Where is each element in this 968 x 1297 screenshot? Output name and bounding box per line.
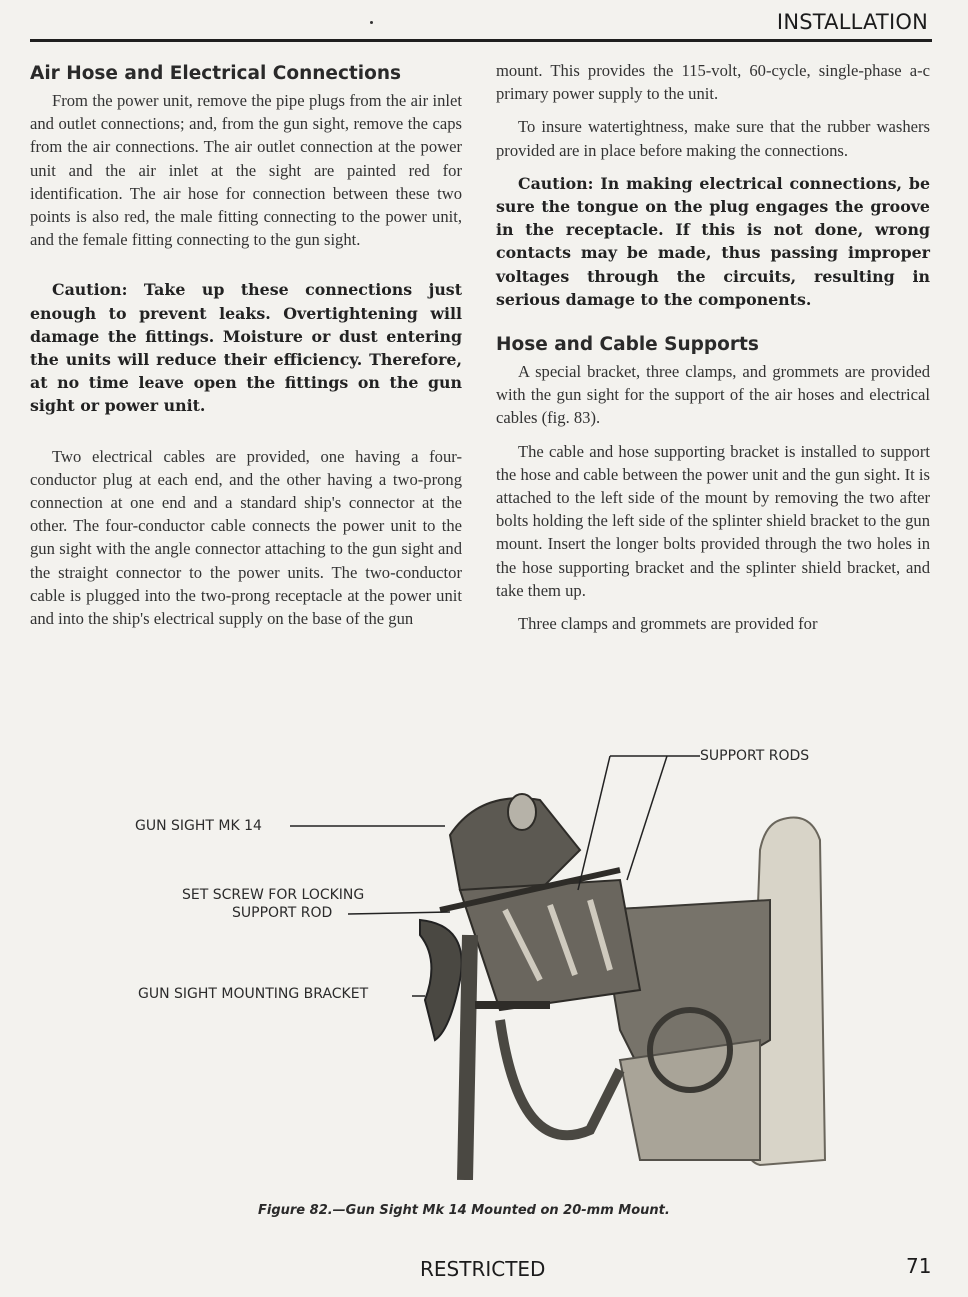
gun-sight-illustration xyxy=(120,740,860,1180)
paragraph: Two electrical cables are provided, one having a four-conductor plug at each end, and the other having a two-prong connection at one end and a standard ship's connector at the other. The four-conductor cable connects the power unit to the gun sight with the angle connector attaching to the gun sight and the straight connector to the power units. The two-conductor cable is plugged into the two-prong receptacle at the power unit and into the ship's electrical supply on the base of the gun xyxy=(30,446,462,629)
paragraph: To insure watertightness, make sure that the rubber washers provided are in place before making the connections. xyxy=(496,117,930,160)
figure-caption: Figure 82.—Gun Sight Mk 14 Mounted on 20-mm Mount. xyxy=(258,1203,670,1218)
callout-set-screw-line2: SUPPORT ROD xyxy=(232,905,333,921)
figure-gun-sight-photo xyxy=(120,740,860,1180)
header-rule xyxy=(30,39,932,42)
right-column xyxy=(496,59,930,635)
heading-hose-cable-supports: Hose and Cable Supports xyxy=(496,334,759,356)
left-column xyxy=(30,62,462,630)
stray-dot xyxy=(370,21,373,24)
paragraph: A special bracket, three clamps, and grommets are provided with the gun sight for the support of the air hoses and electrical cables (fig. 83). xyxy=(496,362,930,428)
section-title: INSTALLATION xyxy=(776,10,928,34)
callout-support-rods: SUPPORT RODS xyxy=(700,748,810,764)
callout-mounting-bracket: GUN SIGHT MOUNTING BRACKET xyxy=(138,986,369,1002)
callout-set-screw-line1: SET SCREW FOR LOCKING xyxy=(182,887,365,903)
caution-note: Caution: Take up these connections just enough to prevent leaks. Overtightening will damage the fittings. Moisture or dust entering the units will reduce their efficiency. Therefore, at no time leave open the fittings on the gun sight or power unit. xyxy=(30,280,462,416)
heading-air-hose: Air Hose and Electrical Connections xyxy=(30,63,402,84)
caution-note: Caution: In making electrical connections, be sure the tongue on the plug engages the groove in the receptacle. If this is not done, wrong contacts may be made, thus passing improper voltages through the circuits, resulting in serious damage to the components. xyxy=(496,173,930,309)
callout-gun-sight: GUN SIGHT MK 14 xyxy=(135,818,262,834)
page-number: 71 xyxy=(906,1254,932,1278)
paragraph: The cable and hose supporting bracket is installed to support the hose and cable between the power unit and the gun sight. It is attached to the left side of the mount by removing the two after bolts holding the left side of the splinter shield bracket to the gun mount. Insert the longer bolts provided through the two holes in the hose supporting bracket and the splinter shield bracket, and take them up. xyxy=(496,441,930,600)
classification-label: RESTRICTED xyxy=(420,1257,546,1281)
paragraph: From the power unit, remove the pipe plugs from the air inlet and outlet connections; and, from the gun sight, remove the caps from the air connections. The air outlet connection at the power unit and the air inlet at the sight are painted red for identification. The air hose for connection between these two points is also red, the male fitting connecting to the power unit, and the female fitting connecting to the gun sight. xyxy=(30,91,462,250)
paragraph: mount. This provides the 115-volt, 60-cycle, single-phase a-c primary power supply to the unit. xyxy=(496,61,930,104)
paragraph: Three clamps and grommets are provided for xyxy=(518,614,818,634)
